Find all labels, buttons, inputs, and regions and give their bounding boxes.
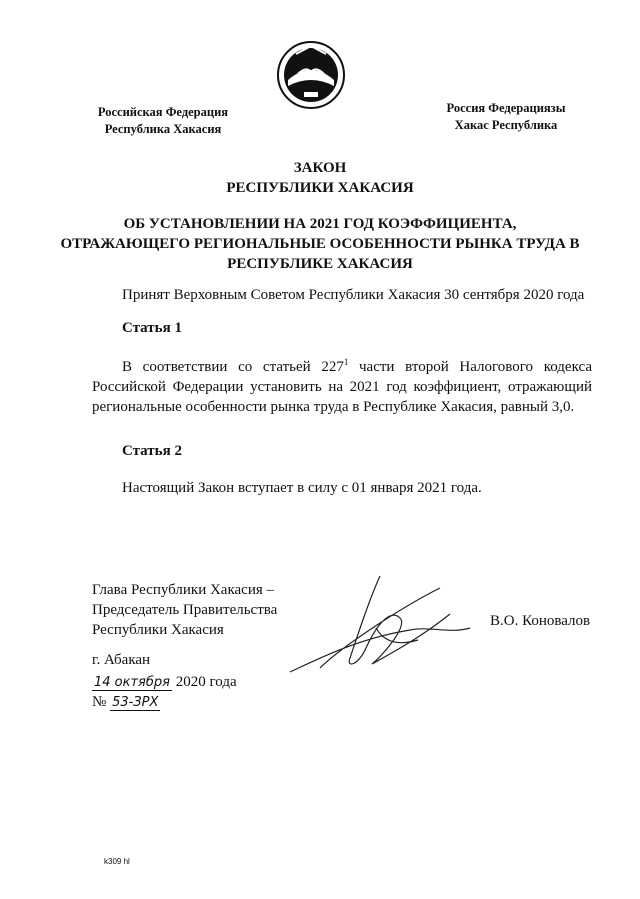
- header-left-line2: Республика Хакасия: [104, 122, 222, 136]
- doc-issuer-title: РЕСПУБЛИКИ ХАКАСИЯ: [226, 180, 414, 196]
- handwritten-signature: [280, 568, 480, 688]
- article-2-heading: Статья 2: [122, 443, 182, 459]
- signing-date: [92, 674, 237, 691]
- signatory-line2: Председатель Правительства: [92, 602, 278, 618]
- article-1-text-after: части второй Налогового кодекса Российской Федерации установить на 2021 год коэффициент, отражающий региональные особенности рынка труда в Республике Хакасия, равный 3,0.: [92, 359, 592, 415]
- header-russian-federation: [88, 104, 238, 138]
- footer-document-code: k309 hl: [104, 857, 130, 866]
- signatory-name: В.О. Коновалов: [490, 613, 591, 629]
- coat-of-arms-emblem: [276, 40, 346, 110]
- header-khakas-republic: [436, 100, 576, 134]
- doc-subject-title: ОБ УСТАНОВЛЕНИИ НА 2021 ГОД КОЭФФИЦИЕНТА, ОТРАЖАЮЩЕГО РЕГИОНАЛЬНЫЕ ОСОБЕННОСТИ РЫНКА ТРУДА В РЕСПУБЛИКЕ ХАКАСИЯ: [60, 216, 580, 272]
- signatory-line1: Глава Республики Хакасия –: [92, 582, 275, 598]
- signatory-line3: Республики Хакасия: [92, 622, 224, 638]
- number-handwritten: 53-ЗРХ: [112, 695, 159, 710]
- adoption-statement: Принят Верховным Советом Республики Хакасия 30 сентября 2020 года: [122, 287, 585, 303]
- number-prefix: №: [92, 694, 107, 710]
- article-1-heading: Статья 1: [122, 320, 182, 336]
- article-2-text: Настоящий Закон вступает в силу с 01 января 2021 года.: [122, 480, 482, 496]
- law-number: [92, 694, 160, 711]
- signatory-title: [92, 580, 277, 640]
- header-right-line1: Россия Федерациязы: [446, 101, 566, 115]
- article-1-text: [92, 352, 592, 417]
- place-of-signing: г. Абакан: [92, 652, 151, 668]
- header-left-line1: Российская Федерация: [97, 105, 229, 119]
- article-1-superscript: 1: [343, 357, 349, 367]
- date-suffix: 2020 года: [175, 674, 237, 690]
- doc-type-title: ЗАКОН: [293, 160, 347, 176]
- article-1-text-before: В соответствии со статьей 227: [122, 359, 344, 375]
- date-handwritten: 14 октября: [94, 675, 170, 690]
- header-right-line2: Хакас Республика: [454, 118, 558, 132]
